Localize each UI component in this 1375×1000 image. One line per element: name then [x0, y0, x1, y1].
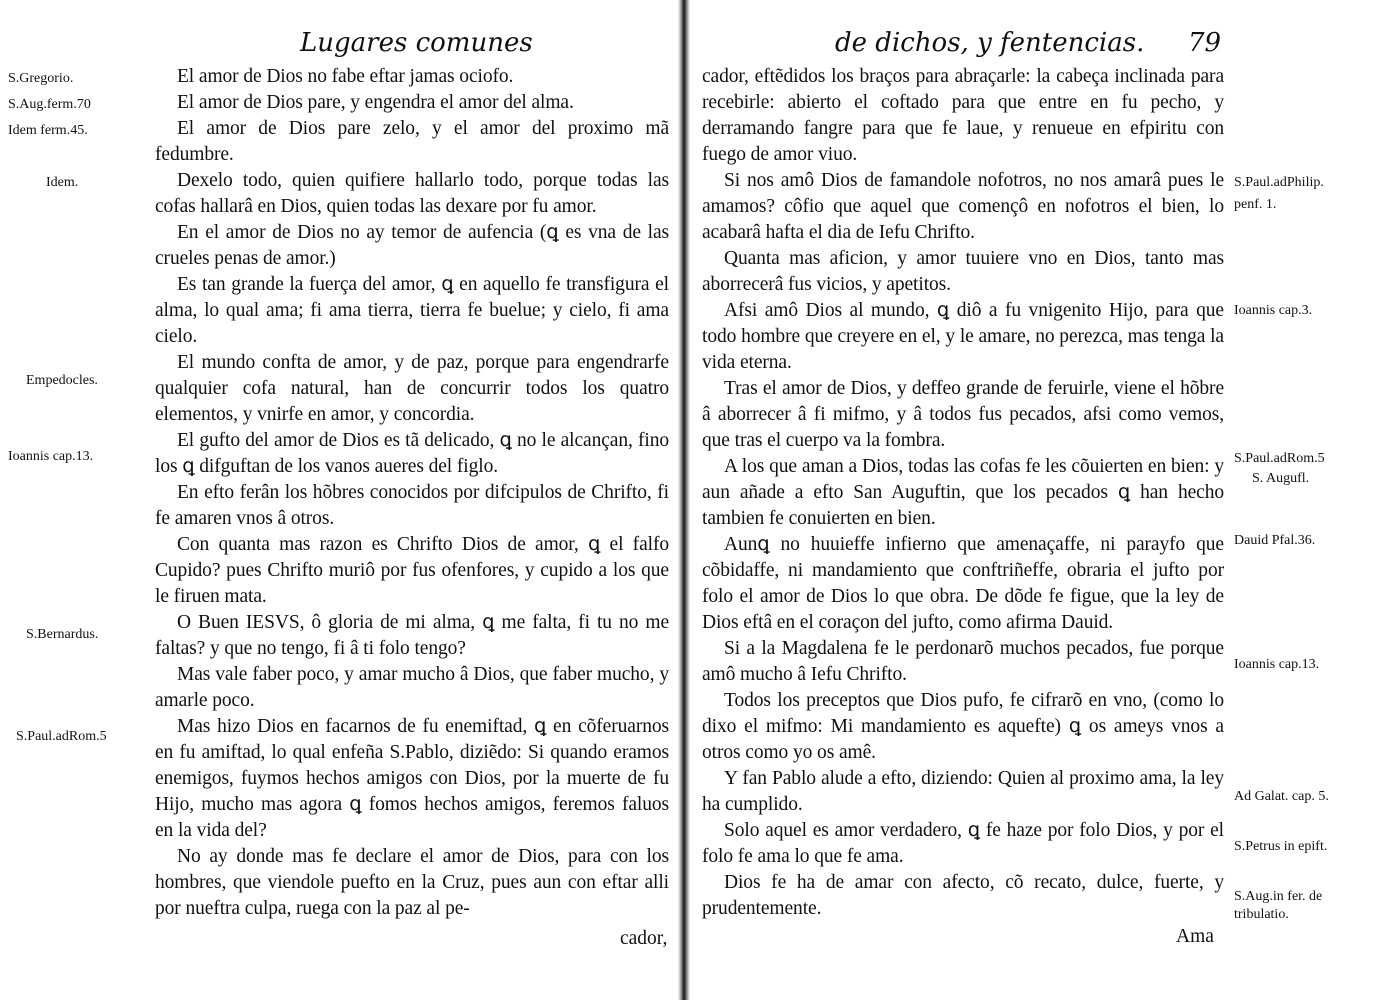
margin-note: S.Aug.in fer. de: [1234, 889, 1323, 904]
paragraph: Si nos amô Dios de famandole nofotros, no nos amarâ pues le amamos? côfio que aquel que començô en nofotros el bien, lo acabarâ hafta el dia de Iefu Chrifto.: [702, 170, 1224, 243]
paragraph: Todos los preceptos que Dios pufo, fe cifrarõ en vno, (como lo dixo el mifmo: Mi mandamiento es aquefte) ꝗ os ameys vnos a otros como yo os amê.: [702, 690, 1224, 763]
paragraph: El amor de Dios pare, y engendra el amor del alma.: [177, 92, 574, 113]
paragraph: Mas hizo Dios en facarnos de fu enemiftad, ꝗ en cõferuarnos en fu amiftad, lo qual enfeña S.Pablo, diziẽdo: Si quando eramos enemigos, fuymos hechos amigos con Dios, por la muerte de fu Hijo, mucho mas agora ꝗ fomos hechos amigos, feremos faluos en la vida del?: [155, 716, 669, 841]
paragraph: Aunꝗ no huuieffe infierno que amenaçaffe, ni parayfo que cõbidaffe, ni mandamiento que conftriñeffe, obraria el jufto por folo el amor de Dios lo que obra. De dõde fe figue, que la ley de Dios eftâ en el coraçon del jufto, como afirma Dauid.: [702, 534, 1224, 633]
paragraph: Dios fe ha de amar con afecto, cõ recato, dulce, fuerte, y prudentemente.: [702, 872, 1224, 919]
paragraph: Si a la Magdalena fe le perdonarõ muchos pecados, fue porque amô mucho â Iefu Chrifto.: [702, 638, 1224, 685]
binding-gutter: [678, 0, 690, 1000]
margin-note: Ioannis cap.3.: [1234, 303, 1313, 318]
paragraph: A los que aman a Dios, todas las cofas fe les cõuierten en bien: y aun añade a efto San Auguftin, que los pecados ꝗ han hecho tambien fe conuierten en bien.: [702, 456, 1224, 529]
margin-note: Ioannis cap.13.: [1234, 657, 1320, 672]
margin-note: Idem ferm.45.: [8, 123, 88, 138]
margin-note: S.Paul.adRom.5: [1234, 451, 1325, 466]
paragraph: No ay donde mas fe declare el amor de Dios, para con los hombres, que viendole puefto en la Cruz, pues aun con eftar alli por nueftra culpa, ruega con la paz al pe-: [155, 846, 669, 919]
paragraph: El mundo confta de amor, y de paz, porque para engendrarfe qualquier cofa natural, han de concurrir todos los quatro elementos, y vnirfe en amor, y concordia.: [155, 352, 669, 425]
margin-note: Ioannis cap.13.: [8, 449, 94, 464]
paragraph: Con quanta mas razon es Chrifto Dios de amor, ꝗ el falfo Cupido? pues Chrifto muriô por fus ofenfores, y cupido a los que le firuen mata.: [155, 534, 669, 607]
paragraph: cador, eftẽdidos los braços para abraçarle: la cabeça inclinada para recebirle: abierto el coftado para que entre en fu pecho, y derramando fangre para que fe laue, y renueue en efpiritu con fuego de amor viuo.: [702, 66, 1224, 165]
paragraph: En efto ferân los hõbres conocidos por difcipulos de Chrifto, fi fe amaren vnos â otros.: [155, 482, 669, 529]
margin-note: tribulatio.: [1234, 907, 1289, 922]
paragraph: El amor de Dios no fabe eftar jamas ociofo.: [177, 66, 514, 87]
margin-note: Empedocles.: [26, 373, 98, 388]
margin-note: S. Augufl.: [1252, 471, 1310, 486]
paragraph: Afsi amô Dios al mundo, ꝗ diô a fu vnigenito Hijo, para que todo hombre que creyere en el, y le amare, no perezca, mas tenga la vida eterna.: [702, 300, 1224, 373]
paragraph: Solo aquel es amor verdadero, ꝗ fe haze por folo Dios, y por el folo fe ama lo que fe ama.: [702, 820, 1224, 867]
margin-note: S.Aug.ferm.70: [8, 97, 91, 112]
margin-note: penf. 1.: [1234, 197, 1277, 212]
margin-note: Ad Galat. cap. 5.: [1234, 789, 1329, 804]
margin-note: S.Paul.adPhilip.: [1234, 175, 1324, 190]
paragraph: Y fan Pablo alude a efto, diziendo: Quien al proximo ama, la ley ha cumplido.: [702, 768, 1224, 815]
paragraph: En el amor de Dios no ay temor de aufencia (ꝗ es vna de las crueles penas de amor.): [155, 222, 669, 269]
page-number: 79: [1188, 28, 1222, 58]
margin-note: Dauid Pfal.36.: [1234, 533, 1316, 548]
margin-note: Idem.: [46, 175, 79, 190]
paragraph: Dexelo todo, quien quifiere hallarlo todo, porque todas las cofas hallarâ en Dios, quien todas las dexare por fu amor.: [155, 170, 669, 217]
paragraph: El amor de Dios pare zelo, y el amor del proximo mã fedumbre.: [155, 118, 669, 165]
paragraph: Tras el amor de Dios, y deffeo grande de feruirle, viene el hõbre â aborrecer â fi mifmo, y â todos fus pecados, afsi como vemos, que tras el cuerpo va la fombra.: [702, 378, 1224, 451]
paragraph: El gufto del amor de Dios es tã delicado, ꝗ no le alcançan, fino los ꝗ difguftan de los vanos aueres del figlo.: [155, 430, 669, 477]
paragraph: Es tan grande la fuerça del amor, ꝗ en aquello fe transfigura el alma, lo qual ama; fi ama tierra, tierra fe buelue; y cielo, fi ama cielo.: [155, 274, 669, 347]
paragraph: Quanta mas aficion, y amor tuuiere vno en Dios, tanto mas aborrecerâ fus vicios, y apetitos.: [702, 248, 1224, 295]
paragraph: Mas vale faber poco, y amar mucho â Dios, que faber mucho, y amarle poco.: [155, 664, 669, 711]
right-text-column: [702, 64, 1224, 922]
margin-note: S.Gregorio.: [8, 71, 74, 86]
right-running-head: de dichos, y fentencias.: [835, 28, 1145, 58]
paragraph: O Buen IESVS, ô gloria de mi alma, ꝗ me falta, fi tu no me faltas? y que no tengo, fi â ti folo tengo?: [155, 612, 669, 659]
right-catchword: Ama: [1176, 926, 1214, 947]
left-running-head: Lugares comunes: [300, 28, 533, 58]
margin-note: S.Paul.adRom.5: [16, 729, 107, 744]
left-catchword: cador,: [620, 928, 668, 949]
margin-note: S.Petrus in epift.: [1234, 839, 1328, 854]
margin-note: S.Bernardus.: [26, 627, 99, 642]
left-text-column: [155, 64, 669, 922]
